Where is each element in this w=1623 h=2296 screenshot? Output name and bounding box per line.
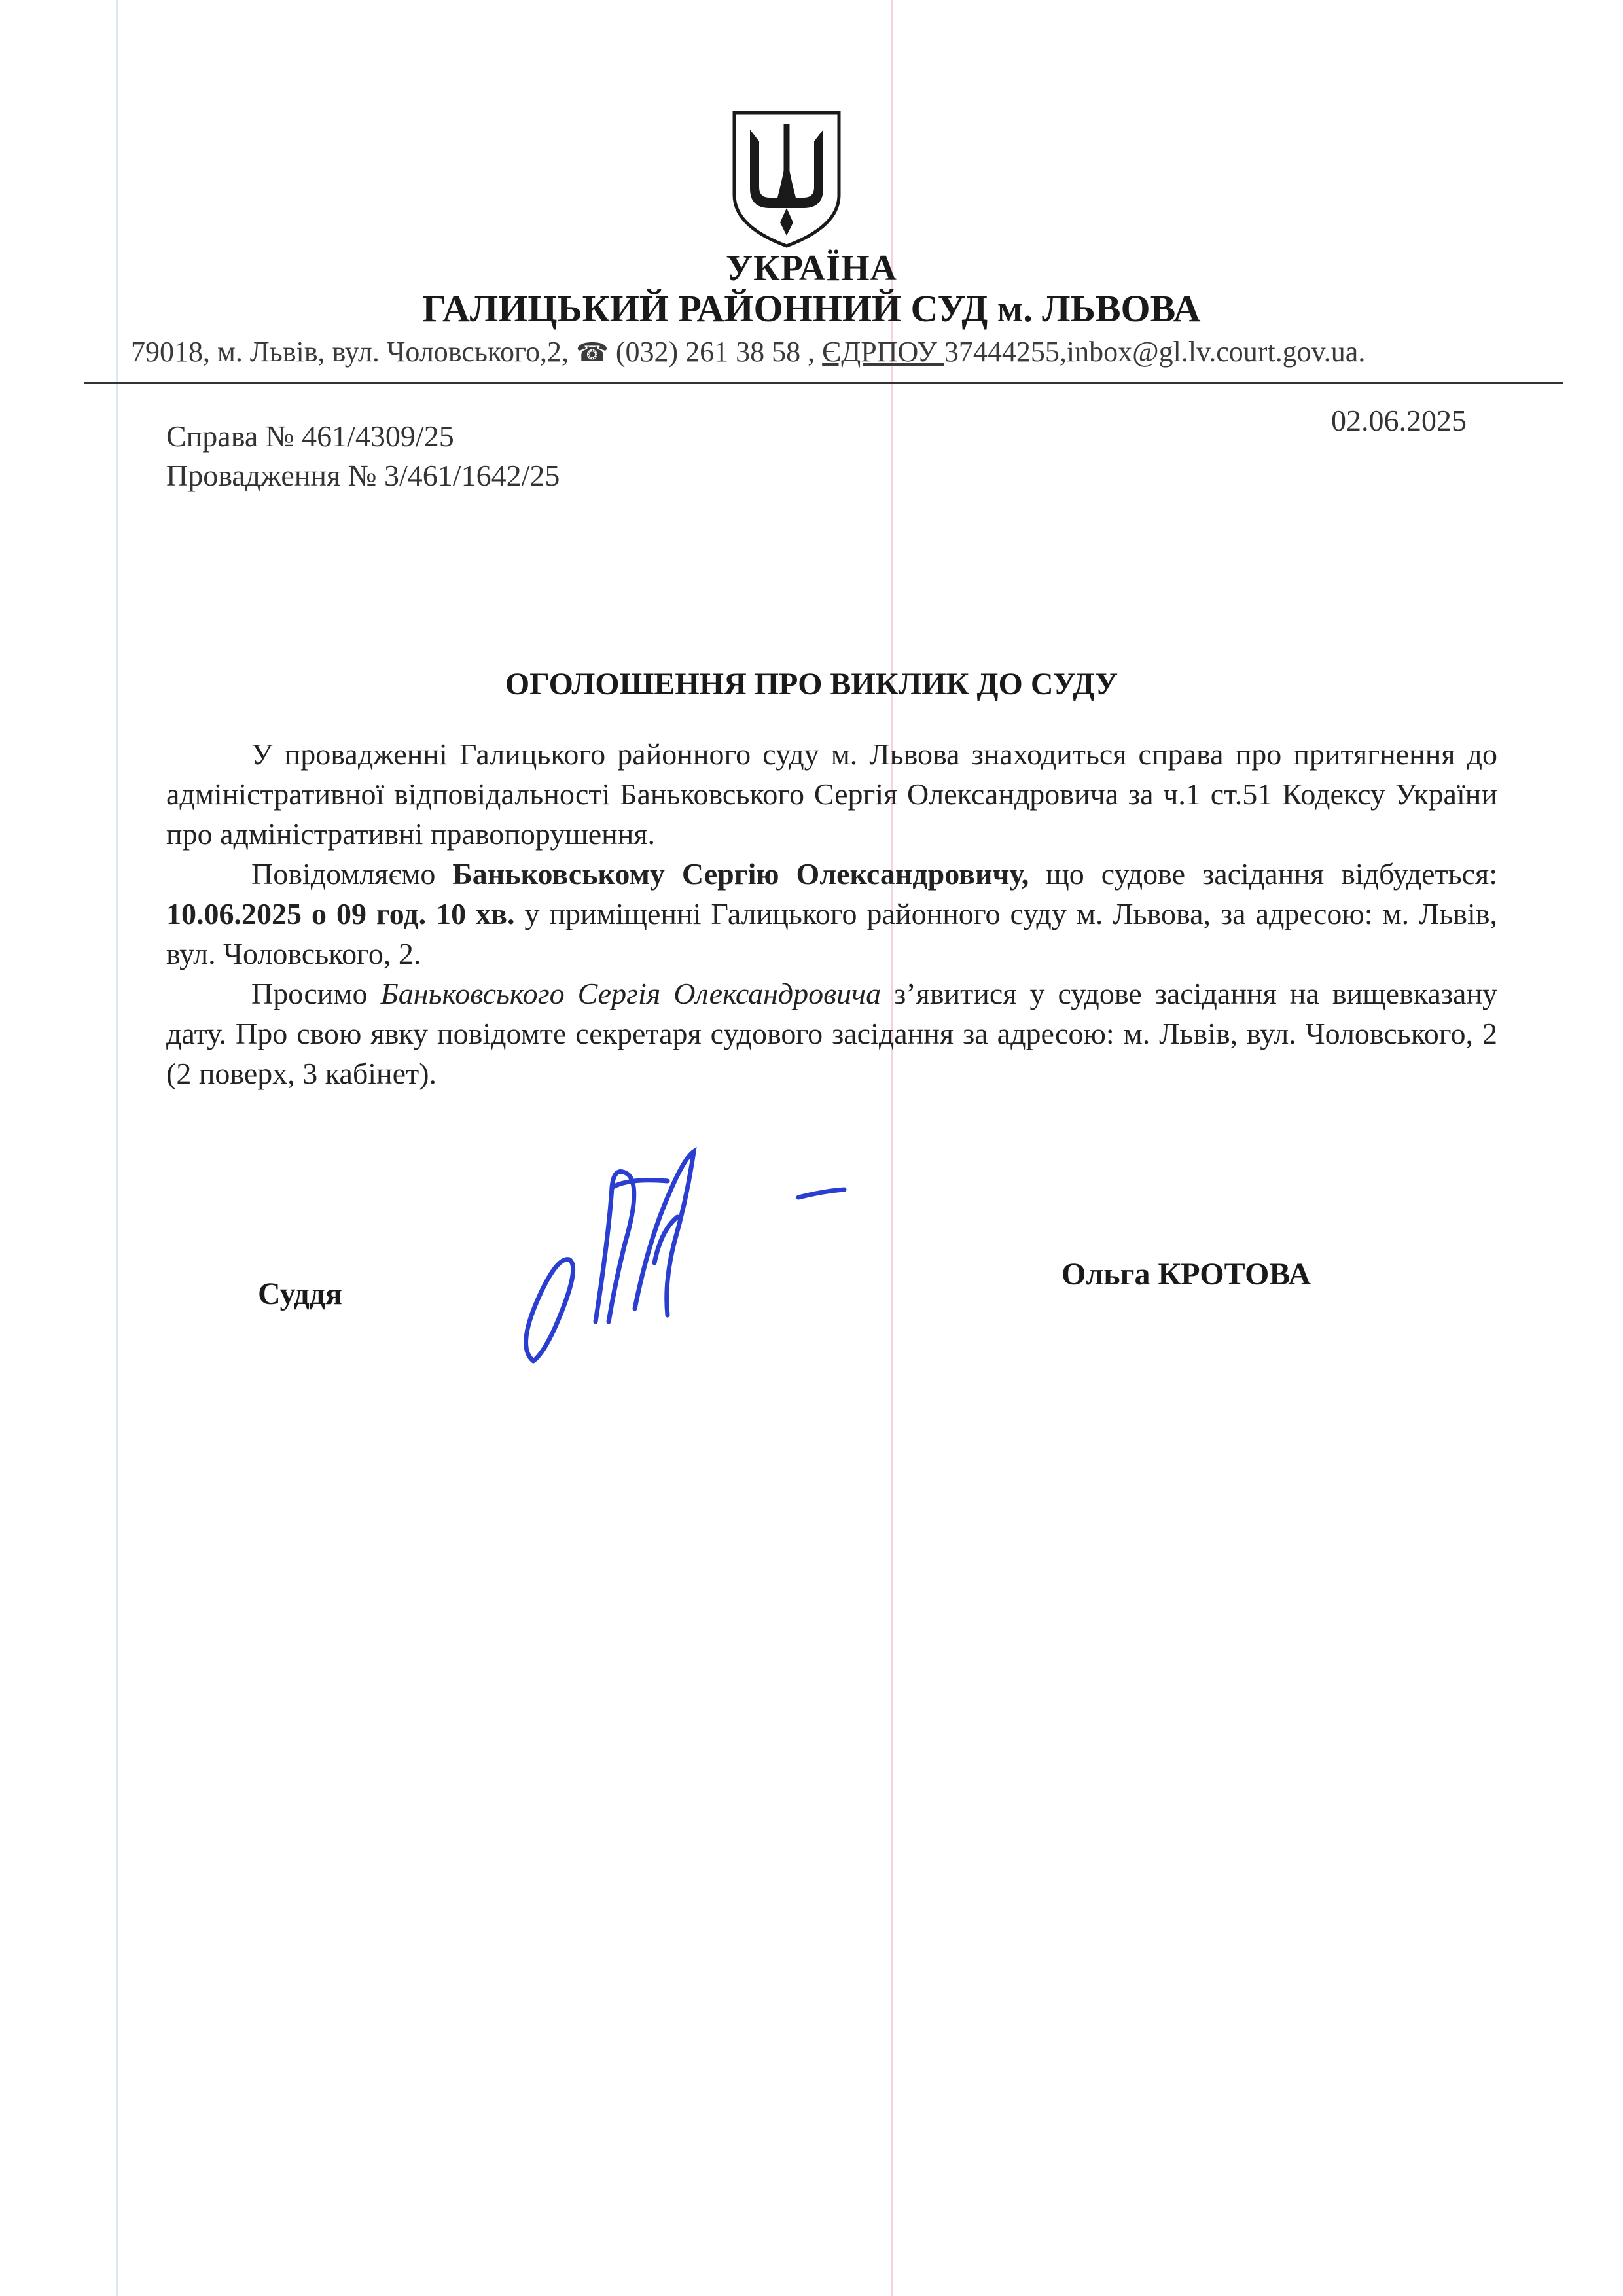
court-address: 79018, м. Львів, вул. Чоловського,2, — [131, 336, 577, 368]
document-body — [166, 734, 1497, 1093]
court-contacts — [131, 335, 1365, 368]
text-run: у приміщенні Галицького районного суду м. Львова, за адресою: м. Львів, вул. Чоловського, 2. — [166, 897, 1497, 970]
addressee-name: Баньковському Сергію Олександровичу, — [452, 857, 1029, 891]
text-run: Повідомляємо — [251, 857, 453, 891]
paragraph: У провадженні Галицького районного суду м. Львова знаходиться справа про притягнення до адміністративної відповідальності Баньковського Сергія Олександровича за ч.1 ст.51 Кодексу України про адміністративні правопорушення. — [166, 737, 1497, 851]
judge-label: Суддя — [258, 1277, 342, 1311]
paragraph — [166, 854, 1497, 974]
judge-name: Ольга КРОТОВА — [1061, 1257, 1311, 1292]
case-number: Справа № 461/4309/25 — [166, 419, 454, 453]
addressee-name-italic: Баньковського Сергія Олександровича — [380, 977, 882, 1010]
handwritten-signature — [497, 1125, 890, 1374]
document-title: ОГОЛОШЕННЯ ПРО ВИКЛИК ДО СУДУ — [505, 667, 1118, 701]
court-name-heading: ГАЛИЦЬКИЙ РАЙОННИЙ СУД м. ЛЬВОВА — [422, 287, 1201, 330]
paragraph — [166, 974, 1497, 1093]
scan-artifact-line — [116, 0, 118, 2296]
hearing-datetime: 10.06.2025 о 09 год. 10 хв. — [166, 897, 515, 930]
country-heading: УКРАЇНА — [726, 248, 897, 289]
court-phone: (032) 261 38 58 , — [608, 336, 823, 368]
text-run: Просимо — [251, 977, 381, 1010]
proceeding-number: Провадження № 3/461/1642/25 — [166, 459, 560, 492]
text-run: з’явитися у судове засідання на вищевказану дату. Про свою явку повідомте секретаря судового засідання за адресою: м. Львів, вул. Чоловського, 2 (2 поверх, 3 кабінет). — [166, 977, 1498, 1090]
telephone-icon: ☎ — [576, 338, 609, 367]
text-run: що судове засідання відбудеться: — [1029, 857, 1497, 891]
edrpou-label: ЄДРПОУ — [822, 336, 944, 368]
header-divider — [84, 382, 1563, 384]
trident-emblem-icon — [730, 110, 843, 249]
edrpou-email: 37444255,inbox@gl.lv.court.gov.ua. — [944, 336, 1366, 368]
document-date: 02.06.2025 — [1331, 404, 1467, 437]
